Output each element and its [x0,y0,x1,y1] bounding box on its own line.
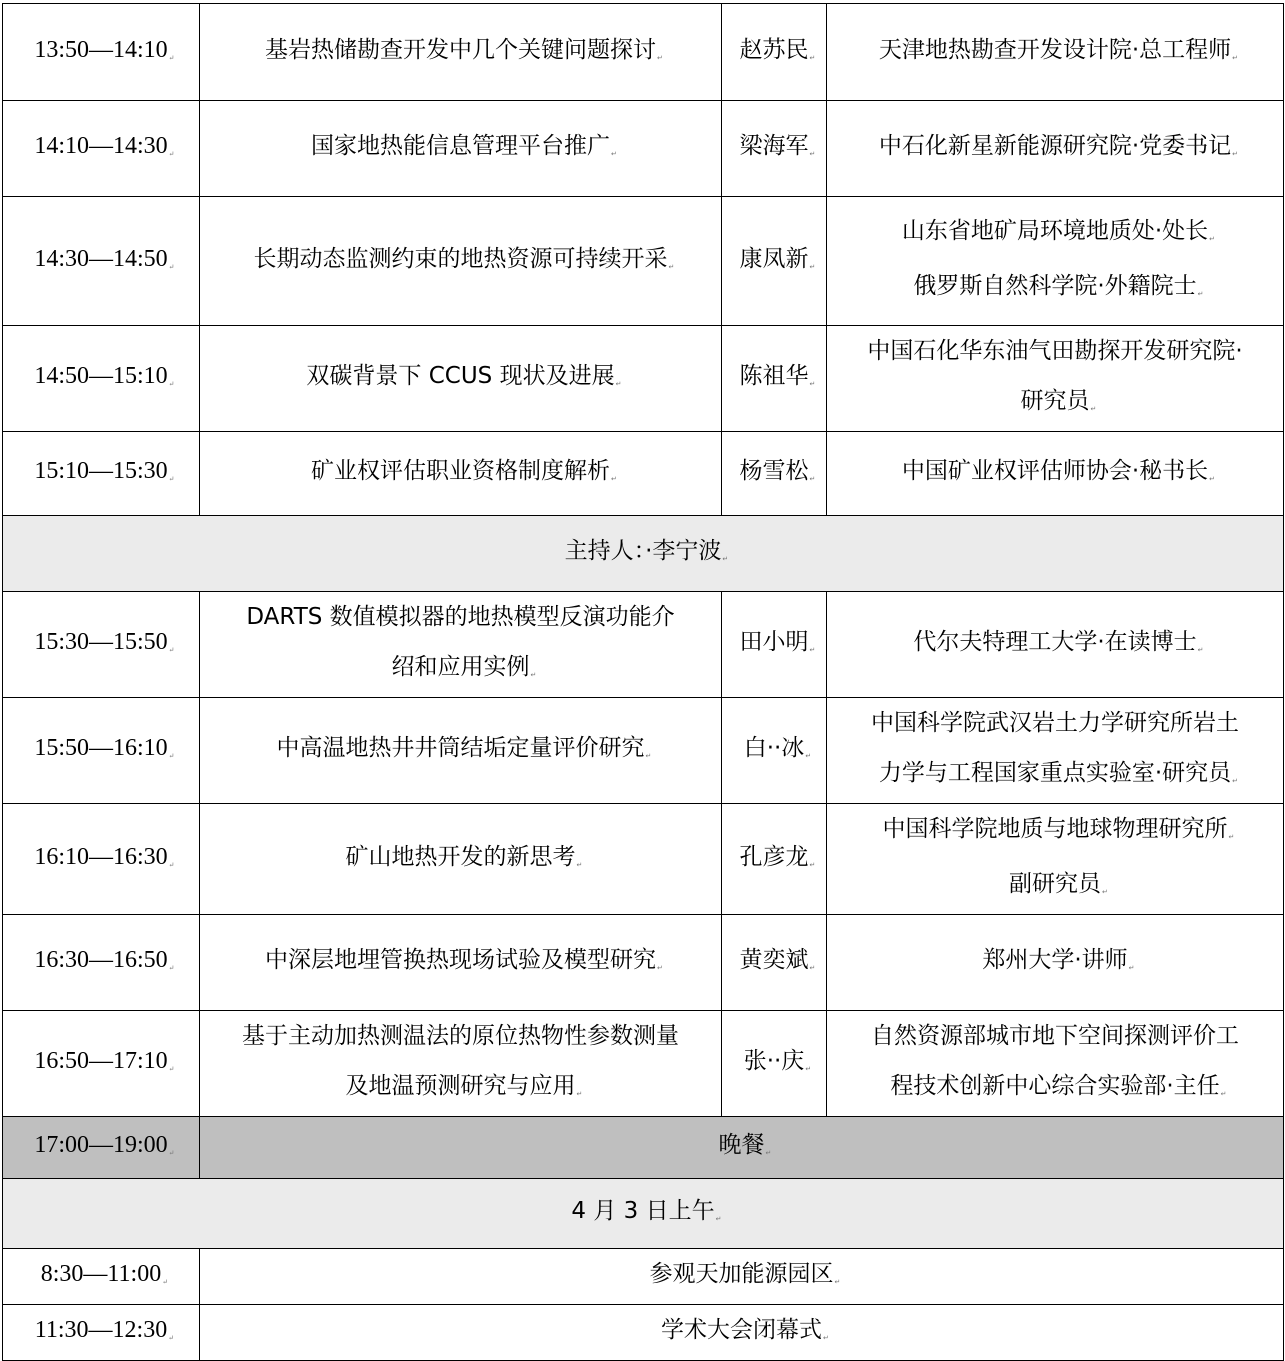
schedule-row [3,698,1284,804]
topic-cell: 国家地热能信息管理平台推广 [200,101,722,197]
schedule-row [3,592,1284,698]
affiliation-cell: 自然资源部城市地下空间探测评价工 程技术创新中心综合实验部·主任 [827,1011,1284,1117]
affiliation-cell: 中国石化华东油气田勘探开发研究院· 研究员 [827,326,1284,432]
time-cell: 11:30—12:30 [3,1305,200,1361]
schedule-row [3,101,1284,197]
time-cell: 14:30—14:50 [3,197,200,326]
topic-cell: 矿业权评估职业资格制度解析 [200,432,722,516]
speaker-cell: 赵苏民 [722,4,827,101]
affiliation-cell: 山东省地矿局环境地质处·处长 俄罗斯自然科学院·外籍院士 [827,197,1284,326]
schedule-row [3,1249,1284,1305]
speaker-cell: 黄奕斌 [722,915,827,1011]
affiliation-cell: 中石化新星新能源研究院·党委书记 [827,101,1284,197]
speaker-cell: 白··冰 [722,698,827,804]
time-cell: 16:10—16:30 [3,804,200,915]
topic-cell: DARTS 数值模拟器的地热模型反演功能介 绍和应用实例 [200,592,722,698]
topic-cell: 基岩热储勘查开发中几个关键问题探讨 [200,4,722,101]
speaker-cell: 田小明 [722,592,827,698]
dinner-row [3,1117,1284,1179]
time-cell: 17:00—19:00 [3,1117,200,1179]
day-header: 4 月 3 日上午 [3,1179,1284,1249]
schedule-row [3,1305,1284,1361]
affiliation-cell: 天津地热勘查开发设计院·总工程师 [827,4,1284,101]
speaker-cell: 张··庆 [722,1011,827,1117]
speaker-cell: 梁海军 [722,101,827,197]
speaker-cell: 康凤新 [722,197,827,326]
day-header-row [3,1179,1284,1249]
topic-cell: 基于主动加热测温法的原位热物性参数测量 及地温预测研究与应用 [200,1011,722,1117]
topic-cell: 双碳背景下 CCUS 现状及进展 [200,326,722,432]
affiliation-cell: 中国矿业权评估师协会·秘书长 [827,432,1284,516]
host-cell: 主持人：·李宁波 [3,516,1284,592]
time-cell: 14:10—14:30 [3,101,200,197]
schedule-table [2,3,1284,1361]
event-label: 参观天加能源园区 [200,1249,1284,1305]
schedule-row [3,915,1284,1011]
affiliation-cell: 中国科学院地质与地球物理研究所 副研究员 [827,804,1284,915]
topic-cell: 中高温地热井井筒结垢定量评价研究 [200,698,722,804]
speaker-cell: 杨雪松 [722,432,827,516]
time-cell: 15:30—15:50 [3,592,200,698]
schedule-row [3,432,1284,516]
time-cell: 13:50—14:10 [3,4,200,101]
topic-cell: 长期动态监测约束的地热资源可持续开采 [200,197,722,326]
event-label: 学术大会闭幕式 [200,1305,1284,1361]
dinner-label: 晚餐 [200,1117,1284,1179]
host-row [3,516,1284,592]
schedule-row [3,1011,1284,1117]
topic-cell: 矿山地热开发的新思考 [200,804,722,915]
speaker-cell: 陈祖华 [722,326,827,432]
topic-cell: 中深层地埋管换热现场试验及模型研究 [200,915,722,1011]
speaker-cell: 孔彦龙 [722,804,827,915]
affiliation-cell: 代尔夫特理工大学·在读博士 [827,592,1284,698]
time-cell: 16:30—16:50 [3,915,200,1011]
time-cell: 8:30—11:00 [3,1249,200,1305]
time-cell: 15:50—16:10 [3,698,200,804]
schedule-row [3,197,1284,326]
schedule-row [3,804,1284,915]
time-cell: 16:50—17:10 [3,1011,200,1117]
time-cell: 14:50—15:10 [3,326,200,432]
affiliation-cell: 中国科学院武汉岩土力学研究所岩土 力学与工程国家重点实验室·研究员 [827,698,1284,804]
schedule-row [3,4,1284,101]
time-cell: 15:10—15:30 [3,432,200,516]
schedule-row [3,326,1284,432]
affiliation-cell: 郑州大学·讲师 [827,915,1284,1011]
